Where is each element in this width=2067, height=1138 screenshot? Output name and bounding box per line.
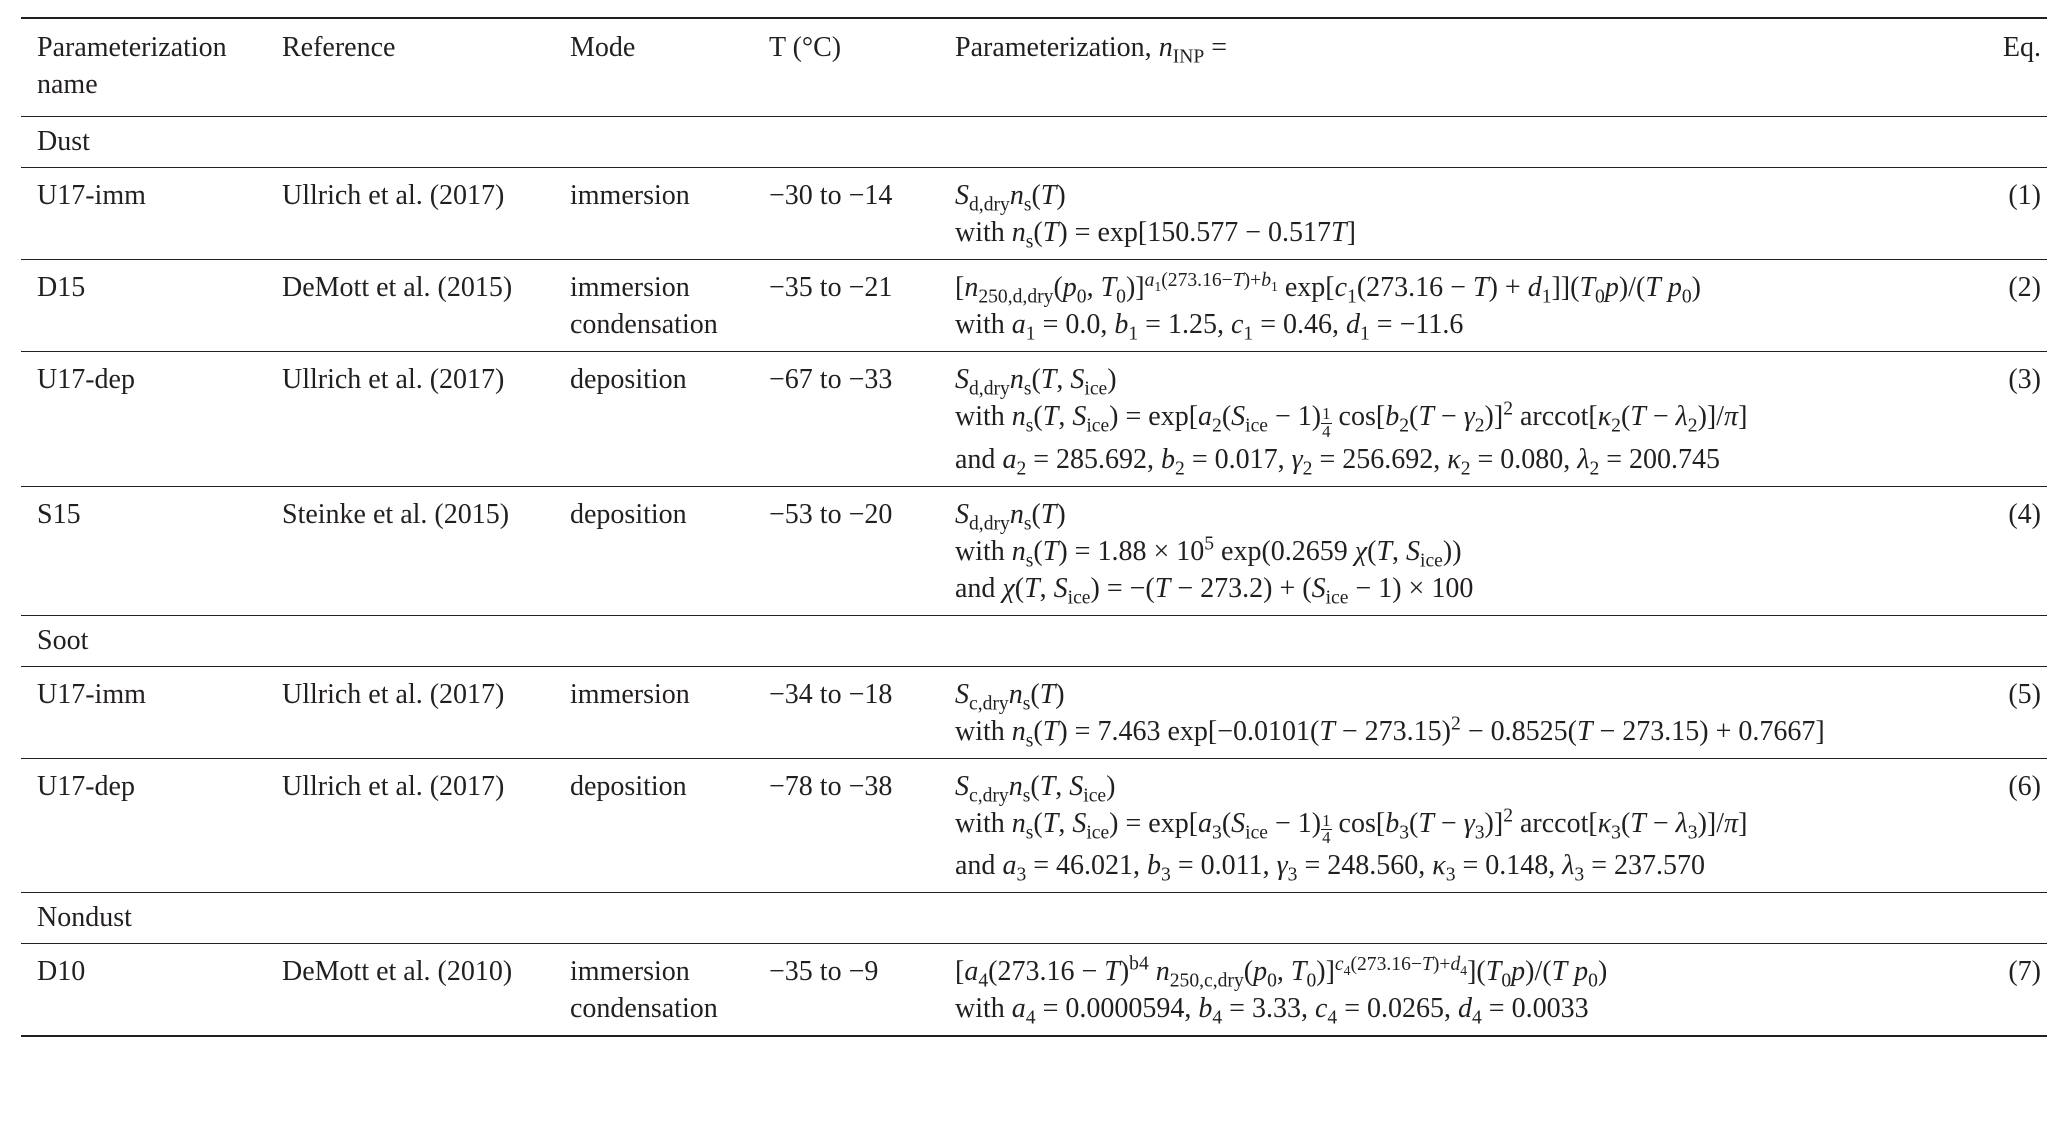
cell-name: U17-dep <box>37 364 135 395</box>
cell-formula <box>955 352 1955 487</box>
cell-eq: (1) <box>2008 180 2041 211</box>
cell-eq: (4) <box>2008 498 2041 530</box>
cell-mode <box>570 168 769 260</box>
cell-reference: DeMott et al. (2010) <box>282 956 513 988</box>
table-row <box>21 666 2047 758</box>
cell-name: S15 <box>37 498 81 530</box>
parameterization-table <box>21 17 2047 1037</box>
formula-line: $S_{c,dry}n_s(T)$ <box>955 678 1065 715</box>
cell-reference: DeMott et al. (2015) <box>282 272 513 303</box>
mode-line: deposition <box>570 770 687 802</box>
header-mode: Mode <box>570 32 636 63</box>
section-title: Nondust <box>37 902 132 934</box>
formula-line: with $a_1 = 0.0$, $b_1 = 1.25$, $c_1 = 0.46$, $d_1 = -11.6$ <box>955 309 1464 345</box>
table-row <box>21 352 2047 487</box>
mode-line: immersion <box>570 678 690 710</box>
cell-name: D15 <box>37 272 86 303</box>
cell-formula <box>955 758 1955 893</box>
section-row-dust <box>21 117 2047 168</box>
cell-eq: (6) <box>2008 770 2041 802</box>
cell-formula <box>955 666 1955 758</box>
header-temperature: T (°C) <box>769 32 842 63</box>
mode-line: immersion <box>570 272 690 303</box>
formula-line: and χ(T, $S_{ice}) = -(T - 273.2) + (S_{ice} - 1) \times 100$ <box>955 572 1474 609</box>
cell-temperature: −35 to −21 <box>769 272 893 303</box>
cell-reference: Ullrich et al. (2017) <box>282 180 505 211</box>
cell-name: D10 <box>37 956 86 988</box>
table-body <box>21 117 2047 1037</box>
cell-temperature: −67 to −33 <box>769 364 893 395</box>
cell-reference: Ullrich et al. (2017) <box>282 770 505 802</box>
formula-line: [$a_4(273.16 - T)^{b4}$ $n_{250,c,dry}(p_0$, $T_0)]^{c_4(273.16-T)+d_4}](T_0p)/(T$ $p_0$) <box>955 953 1608 992</box>
cell-temperature: −34 to −18 <box>769 678 893 710</box>
cell-formula <box>955 486 1955 615</box>
mode-line: deposition <box>570 364 687 395</box>
cell-mode <box>570 758 769 893</box>
formula-line: $S_{d,dry}n_s(T)$ <box>955 498 1066 535</box>
cell-name: U17-imm <box>37 678 146 710</box>
cell-eq: (3) <box>2008 364 2041 395</box>
header-row <box>21 18 2047 117</box>
mode-line: immersion <box>570 956 690 988</box>
formula-line: and $a_2 = 285.692$, $b_2 = 0.017$, $\gamma_2 = 256.692$, $\kappa_2 = 0.080$, $\lambda_2 = 200.745$ <box>955 443 1721 480</box>
cell-mode <box>570 260 769 352</box>
formula-line: $S_{c,dry}n_s(T$, $S_{ice}$) <box>955 770 1116 807</box>
cell-formula <box>955 944 1955 1037</box>
section-title: Dust <box>37 126 90 157</box>
section-title: Soot <box>37 624 89 656</box>
cell-name: U17-imm <box>37 180 146 211</box>
formula-line: $S_{d,dry}n_s(T$, $S_{ice}$) <box>955 364 1117 400</box>
cell-reference: Ullrich et al. (2017) <box>282 364 505 395</box>
formula-line: [$n_{250,d,dry}(p_0$, $T_0)]^{a_1(273.16-T)+b_1}$ $\exp[c_1(273.16 - T) + d_1]](T_0p)/(T$ $p_0$) <box>955 269 1701 308</box>
cell-temperature: −30 to −14 <box>769 180 893 211</box>
cell-temperature: −78 to −38 <box>769 770 893 802</box>
cell-mode <box>570 352 769 487</box>
formula-line: with $n_s(T) = 7.463$ $\exp[-0.0101(T - 273.15)^2 - 0.8525(T - 273.15) + 0.7667]$ <box>955 713 1825 752</box>
formula-line: and $a_3 = 46.021$, $b_3 = 0.011$, $\gamma_3 = 248.560$, $\kappa_3 = 0.148$, $\lambda_3 = 237.570$ <box>955 850 1706 886</box>
formula-line: with $n_s(T) = 1.88 \times 10^5$ exp(0.2659 χ(T, $S_{ice}$)) <box>955 533 1462 572</box>
section-row-soot <box>21 615 2047 666</box>
formula-line: $S_{d,dry}n_s(T)$ <box>955 180 1066 216</box>
header-name: Parameterization name <box>37 32 227 100</box>
cell-temperature: −35 to −9 <box>769 956 879 988</box>
table-row <box>21 260 2047 352</box>
cell-eq: (2) <box>2008 272 2041 303</box>
table-row <box>21 486 2047 615</box>
formula-line: with $n_s(T$, $S_{ice}) = \exp[a_2(S_{ice} - 1)$ $\frac{1}{4}$ $\cos[b_2(T - \gamma_2)]^2$ $arccot[\kappa_2(T - \lambda_2)]/\pi$] <box>955 398 1748 441</box>
table-row <box>21 944 2047 1037</box>
cell-formula <box>955 168 1955 260</box>
table-row <box>21 168 2047 260</box>
table-header <box>21 18 2047 117</box>
header-parameterization-label: Parameterization, $n_{INP}$ = <box>955 32 1228 68</box>
cell-reference: Steinke et al. (2015) <box>282 498 510 530</box>
formula-line: with $n_s(T) = \exp[150.577 - 0.517T]$ <box>955 217 1356 253</box>
cell-eq: (5) <box>2008 678 2041 710</box>
mode-line: condensation <box>570 309 718 340</box>
cell-name: U17-dep <box>37 770 135 802</box>
cell-eq: (7) <box>2008 956 2041 988</box>
mode-line: deposition <box>570 498 687 530</box>
cell-mode <box>570 486 769 615</box>
formula-line: with $a_4 = 0.0000594$, $b_4 = 3.33$, $c_4 = 0.0265$, $d_4 = 0.0033$ <box>955 993 1589 1029</box>
header-parameterization <box>955 18 1955 117</box>
cell-formula <box>955 260 1955 352</box>
mode-line: condensation <box>570 993 718 1025</box>
header-reference: Reference <box>282 32 396 63</box>
cell-temperature: −53 to −20 <box>769 498 893 530</box>
table-row <box>21 758 2047 893</box>
mode-line: immersion <box>570 180 690 211</box>
cell-mode <box>570 666 769 758</box>
cell-reference: Ullrich et al. (2017) <box>282 678 505 710</box>
header-eq: Eq. <box>2002 32 2041 63</box>
formula-line: with $n_s(T$, $S_{ice}) = \exp[a_3(S_{ice} - 1)$ $\frac{1}{4}$ $\cos[b_3(T - \gamma_3)]^2$ $arccot[\kappa_3(T - \lambda_3)]/\pi$] <box>955 805 1748 848</box>
cell-mode <box>570 944 769 1037</box>
section-row-nondust <box>21 893 2047 944</box>
